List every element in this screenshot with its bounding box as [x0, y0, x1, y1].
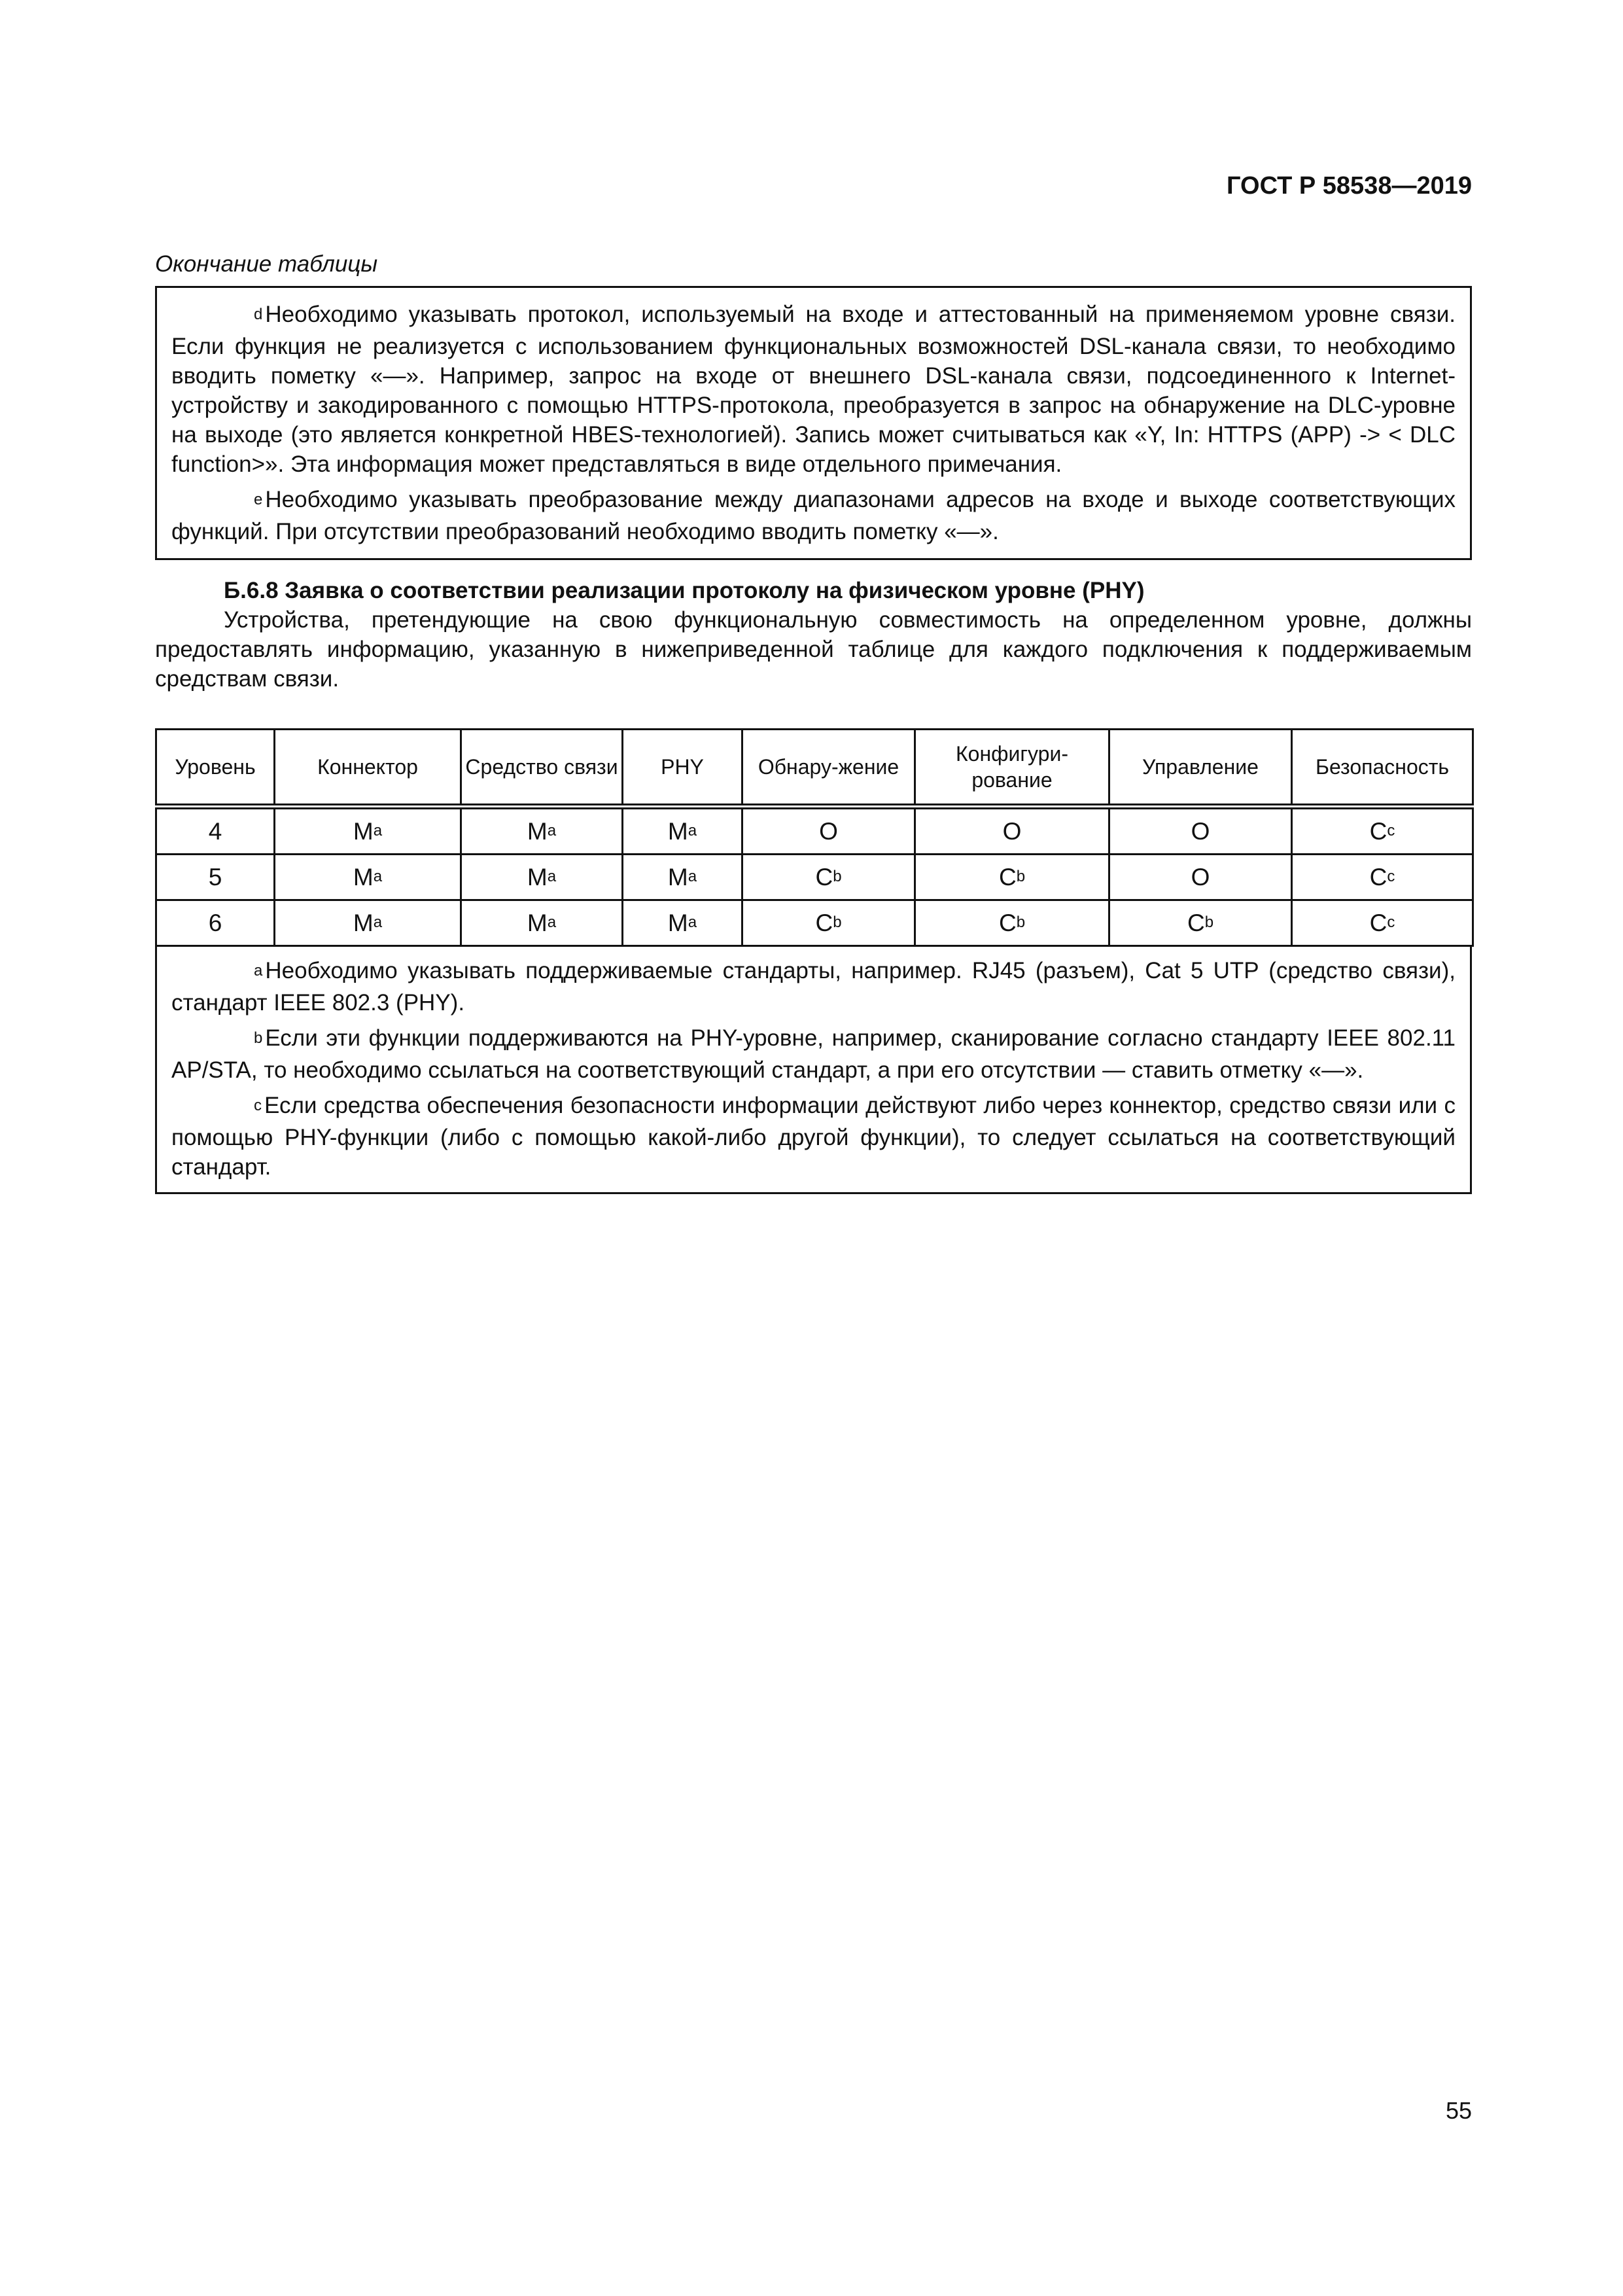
previous-table-footnotes — [155, 286, 1472, 560]
table-cell — [156, 807, 275, 855]
section-heading: Б.6.8 Заявка о соответствии реализации протоколу на физическом уровне (PHY) — [224, 578, 1145, 603]
footnote-text: Необходимо указывать поддерживаемые стандарты, например. RJ45 (разъем), Cat 5 UTP (средство связи), стандарт IEEE 802.3 (PHY). — [171, 958, 1456, 1016]
footnote-text: Необходимо указывать преобразование между диапазонами адресов на входе и выходе соответствующих функций. При отсутствии преобразований необходимо вводить пометку «—». — [171, 487, 1456, 544]
document-code: ГОСТ Р 58538—2019 — [1227, 172, 1472, 200]
table-cell — [156, 900, 275, 946]
column-header: Управление — [1109, 730, 1292, 807]
table-cell — [1292, 807, 1473, 855]
table-row — [156, 807, 1473, 855]
column-header: Безопасность — [1292, 730, 1473, 807]
table-cell — [742, 900, 915, 946]
cell-value: C — [1369, 863, 1387, 891]
cell-value: M — [527, 863, 548, 891]
cell-value: O — [1191, 817, 1210, 845]
table-cell — [156, 855, 275, 900]
requirements-table — [155, 728, 1474, 947]
table-cell — [742, 855, 915, 900]
table-cell — [742, 807, 915, 855]
cell-value: C — [1369, 817, 1387, 845]
cell-value: C — [1187, 909, 1205, 936]
footnote-text: Необходимо указывать протокол, используемый на входе и аттестованный на применяемом уровне связи. Если функция не реализуется с использованием функциональных возможностей DSL-канала связи, то необходимо вводить пометку «—». Например, запрос на входе от внешнего DSL-канала связи, подсоединенного к Internet-устройству и закодированного с помощью HTTPS-протокола, преобразуется в запрос на обнаружение на DLC-уровне на выходе (это является конкретной HBES-технологией). Запись может считываться как «Y, In: HTTPS (APP) -> < DLC function>». Эта информация может представляться в виде отдельного примечания. — [171, 302, 1456, 477]
cell-footnote-mark: b — [1204, 913, 1214, 931]
table-cell — [623, 855, 742, 900]
cell-footnote-mark: a — [547, 913, 557, 931]
footnote-c — [171, 1091, 1456, 1182]
table-cell — [461, 855, 623, 900]
footnote-d — [171, 300, 1456, 479]
table-row — [156, 900, 1473, 946]
table-row — [156, 855, 1473, 900]
cell-value: M — [667, 863, 688, 891]
table-cell — [623, 807, 742, 855]
table-cell — [275, 900, 461, 946]
cell-footnote-mark: a — [688, 913, 697, 931]
cell-footnote-mark: a — [547, 867, 557, 885]
column-header: PHY — [623, 730, 742, 807]
table-cell — [461, 900, 623, 946]
cell-footnote-mark: a — [547, 821, 557, 839]
cell-value: 5 — [208, 863, 222, 891]
section-b-6-8 — [155, 576, 1472, 694]
cell-value: M — [667, 909, 688, 936]
footnote-e — [171, 485, 1456, 546]
cell-value: C — [815, 863, 833, 891]
footnote-b — [171, 1023, 1456, 1085]
cell-footnote-mark: a — [688, 821, 697, 839]
cell-footnote-mark: a — [373, 821, 383, 839]
table-cell — [1292, 900, 1473, 946]
column-header: Уровень — [156, 730, 275, 807]
cell-value: M — [527, 817, 548, 845]
table-cell — [915, 807, 1109, 855]
cell-value: C — [998, 863, 1017, 891]
cell-value: O — [819, 817, 838, 845]
table-cell — [1292, 855, 1473, 900]
cell-footnote-mark: c — [1387, 913, 1395, 931]
table-footnotes — [155, 947, 1472, 1194]
table-cell — [623, 900, 742, 946]
cell-value: M — [353, 909, 374, 936]
footnote-text: Если эти функции поддерживаются на PHY-уровне, например, сканирование согласно стандарту IEEE 802.11 AP/STA, то необходимо ссылаться на соответствующий стандарт, а при его отсутствии — ставить отметку «—». — [171, 1025, 1456, 1083]
table-cell — [1109, 807, 1292, 855]
cell-value: 4 — [208, 817, 222, 845]
table-header-row — [156, 730, 1473, 807]
footnote-a — [171, 956, 1456, 1017]
cell-value: C — [815, 909, 833, 936]
table-cell — [1109, 855, 1292, 900]
cell-footnote-mark: b — [1016, 867, 1026, 885]
table-continuation-caption: Окончание таблицы — [155, 251, 378, 277]
cell-value: C — [1369, 909, 1387, 936]
cell-footnote-mark: a — [688, 867, 697, 885]
table-cell — [915, 855, 1109, 900]
table-cell — [1109, 900, 1292, 946]
cell-value: M — [353, 863, 374, 891]
column-header: Обнару-жение — [742, 730, 915, 807]
footnote-mark: b — [254, 1029, 263, 1047]
cell-footnote-mark: b — [1016, 913, 1026, 931]
cell-value: 6 — [208, 909, 222, 936]
cell-value: M — [353, 817, 374, 845]
cell-value: O — [1002, 817, 1022, 845]
page-number: 55 — [1445, 2097, 1472, 2124]
section-paragraph: Устройства, претендующие на свою функциональную совместимость на определенном уровне, должны предоставлять информацию, указанную в нижеприведенной таблице для каждого подключения к поддерживаемым средствам связи. — [155, 607, 1472, 692]
column-header: Конфигури-рование — [915, 730, 1109, 807]
table-cell — [275, 855, 461, 900]
table-cell — [275, 807, 461, 855]
cell-footnote-mark: b — [833, 867, 842, 885]
footnote-mark: e — [254, 491, 263, 508]
cell-footnote-mark: c — [1387, 821, 1395, 839]
footnote-text: Если средства обеспечения безопасности информации действуют либо через коннектор, средство связи или с помощью PHY-функции (либо с помощью какой-либо другой функции), то следует ссылаться на соответствующий стандарт. — [171, 1093, 1456, 1180]
cell-footnote-mark: b — [833, 913, 842, 931]
cell-footnote-mark: a — [373, 913, 383, 931]
footnote-mark: d — [254, 306, 263, 323]
table-cell — [915, 900, 1109, 946]
table-cell — [461, 807, 623, 855]
cell-footnote-mark: c — [1387, 867, 1395, 885]
footnote-mark: a — [254, 962, 263, 980]
cell-value: C — [998, 909, 1017, 936]
cell-footnote-mark: a — [373, 867, 383, 885]
column-header: Коннектор — [275, 730, 461, 807]
cell-value: M — [527, 909, 548, 936]
phy-conformance-table — [155, 728, 1472, 1194]
footnote-mark: c — [254, 1097, 262, 1114]
cell-value: O — [1191, 863, 1210, 891]
column-header: Средство связи — [461, 730, 623, 807]
cell-value: M — [667, 817, 688, 845]
